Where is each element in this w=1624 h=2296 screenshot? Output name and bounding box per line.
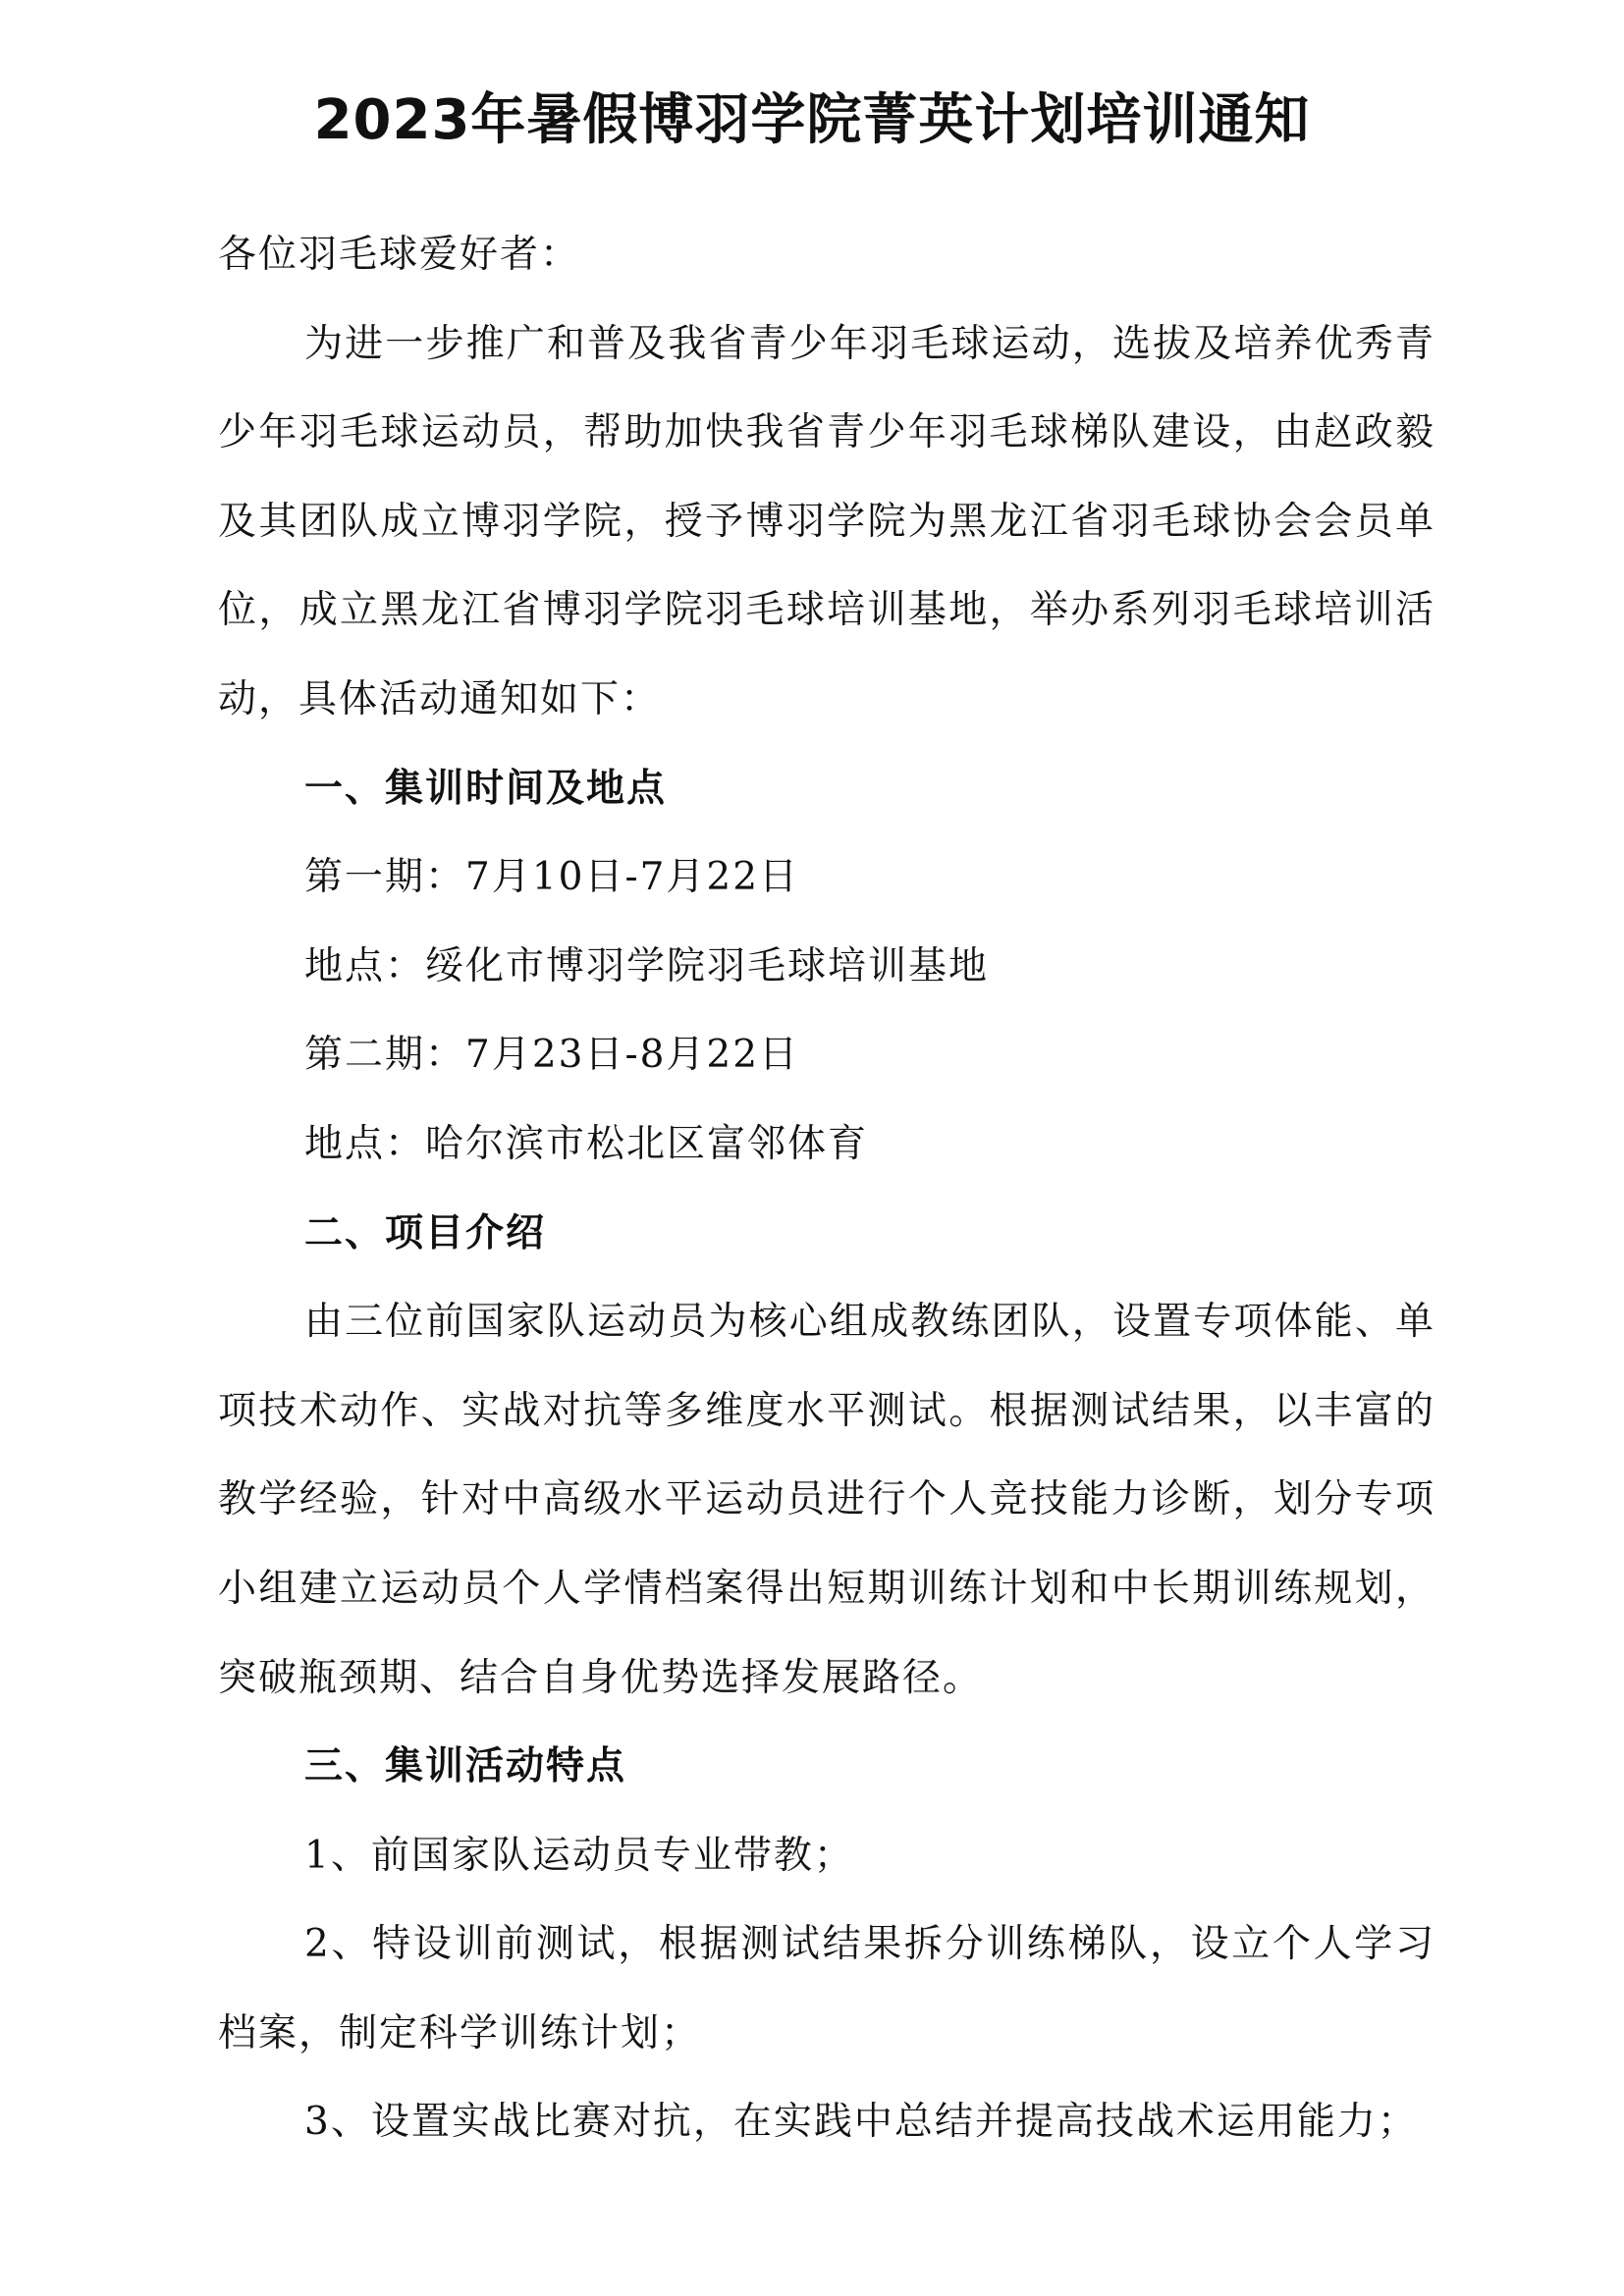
period-2: 第二期：7月23日-8月22日 [304, 1033, 800, 1078]
document-body [218, 211, 1435, 2167]
period-1: 第一期：7月10日-7月22日 [304, 855, 800, 900]
section-1-heading: 一、集训时间及地点 [304, 766, 668, 811]
document-title: 2023年暑假博羽学院菁英计划培训通知 [313, 88, 1311, 152]
salutation: 各位羽毛球爱好者： [218, 233, 581, 277]
feature-item-2: 2、特设训前测试，根据测试结果拆分训练梯队，设立个人学习档案，制定科学训练计划； [218, 1922, 1435, 2056]
feature-item-3: 3、设置实战比赛对抗，在实践中总结并提高技战术运用能力； [304, 2100, 1418, 2145]
feature-item-1: 1、前国家队运动员专业带教； [304, 1833, 854, 1878]
place-2: 地点：哈尔滨市松北区富邻体育 [304, 1121, 869, 1166]
section-2-heading: 二、项目介绍 [304, 1210, 547, 1255]
section-2-paragraph: 由三位前国家队运动员为核心组成教练团队，设置专项体能、单项技术动作、实战对抗等多维度水平测试。根据测试结果，以丰富的教学经验，针对中高级水平运动员进行个人竞技能力诊断，划分专项小组建立运动员个人学情档案得出短期训练计划和中长期训练规划，突破瓶颈期、结合自身优势选择发展路径。 [218, 1300, 1435, 1700]
intro-paragraph: 为进一步推广和普及我省青少年羽毛球运动，选拔及培养优秀青少年羽毛球运动员，帮助加快我省青少年羽毛球梯队建设，由赵政毅及其团队成立博羽学院，授予博羽学院为黑龙江省羽毛球协会会员单位，成立黑龙江省博羽学院羽毛球培训基地，举办系列羽毛球培训活动，具体活动通知如下： [218, 321, 1435, 721]
section-3-heading: 三、集训活动特点 [304, 1744, 627, 1789]
place-1: 地点：绥化市博羽学院羽毛球培训基地 [304, 943, 990, 988]
